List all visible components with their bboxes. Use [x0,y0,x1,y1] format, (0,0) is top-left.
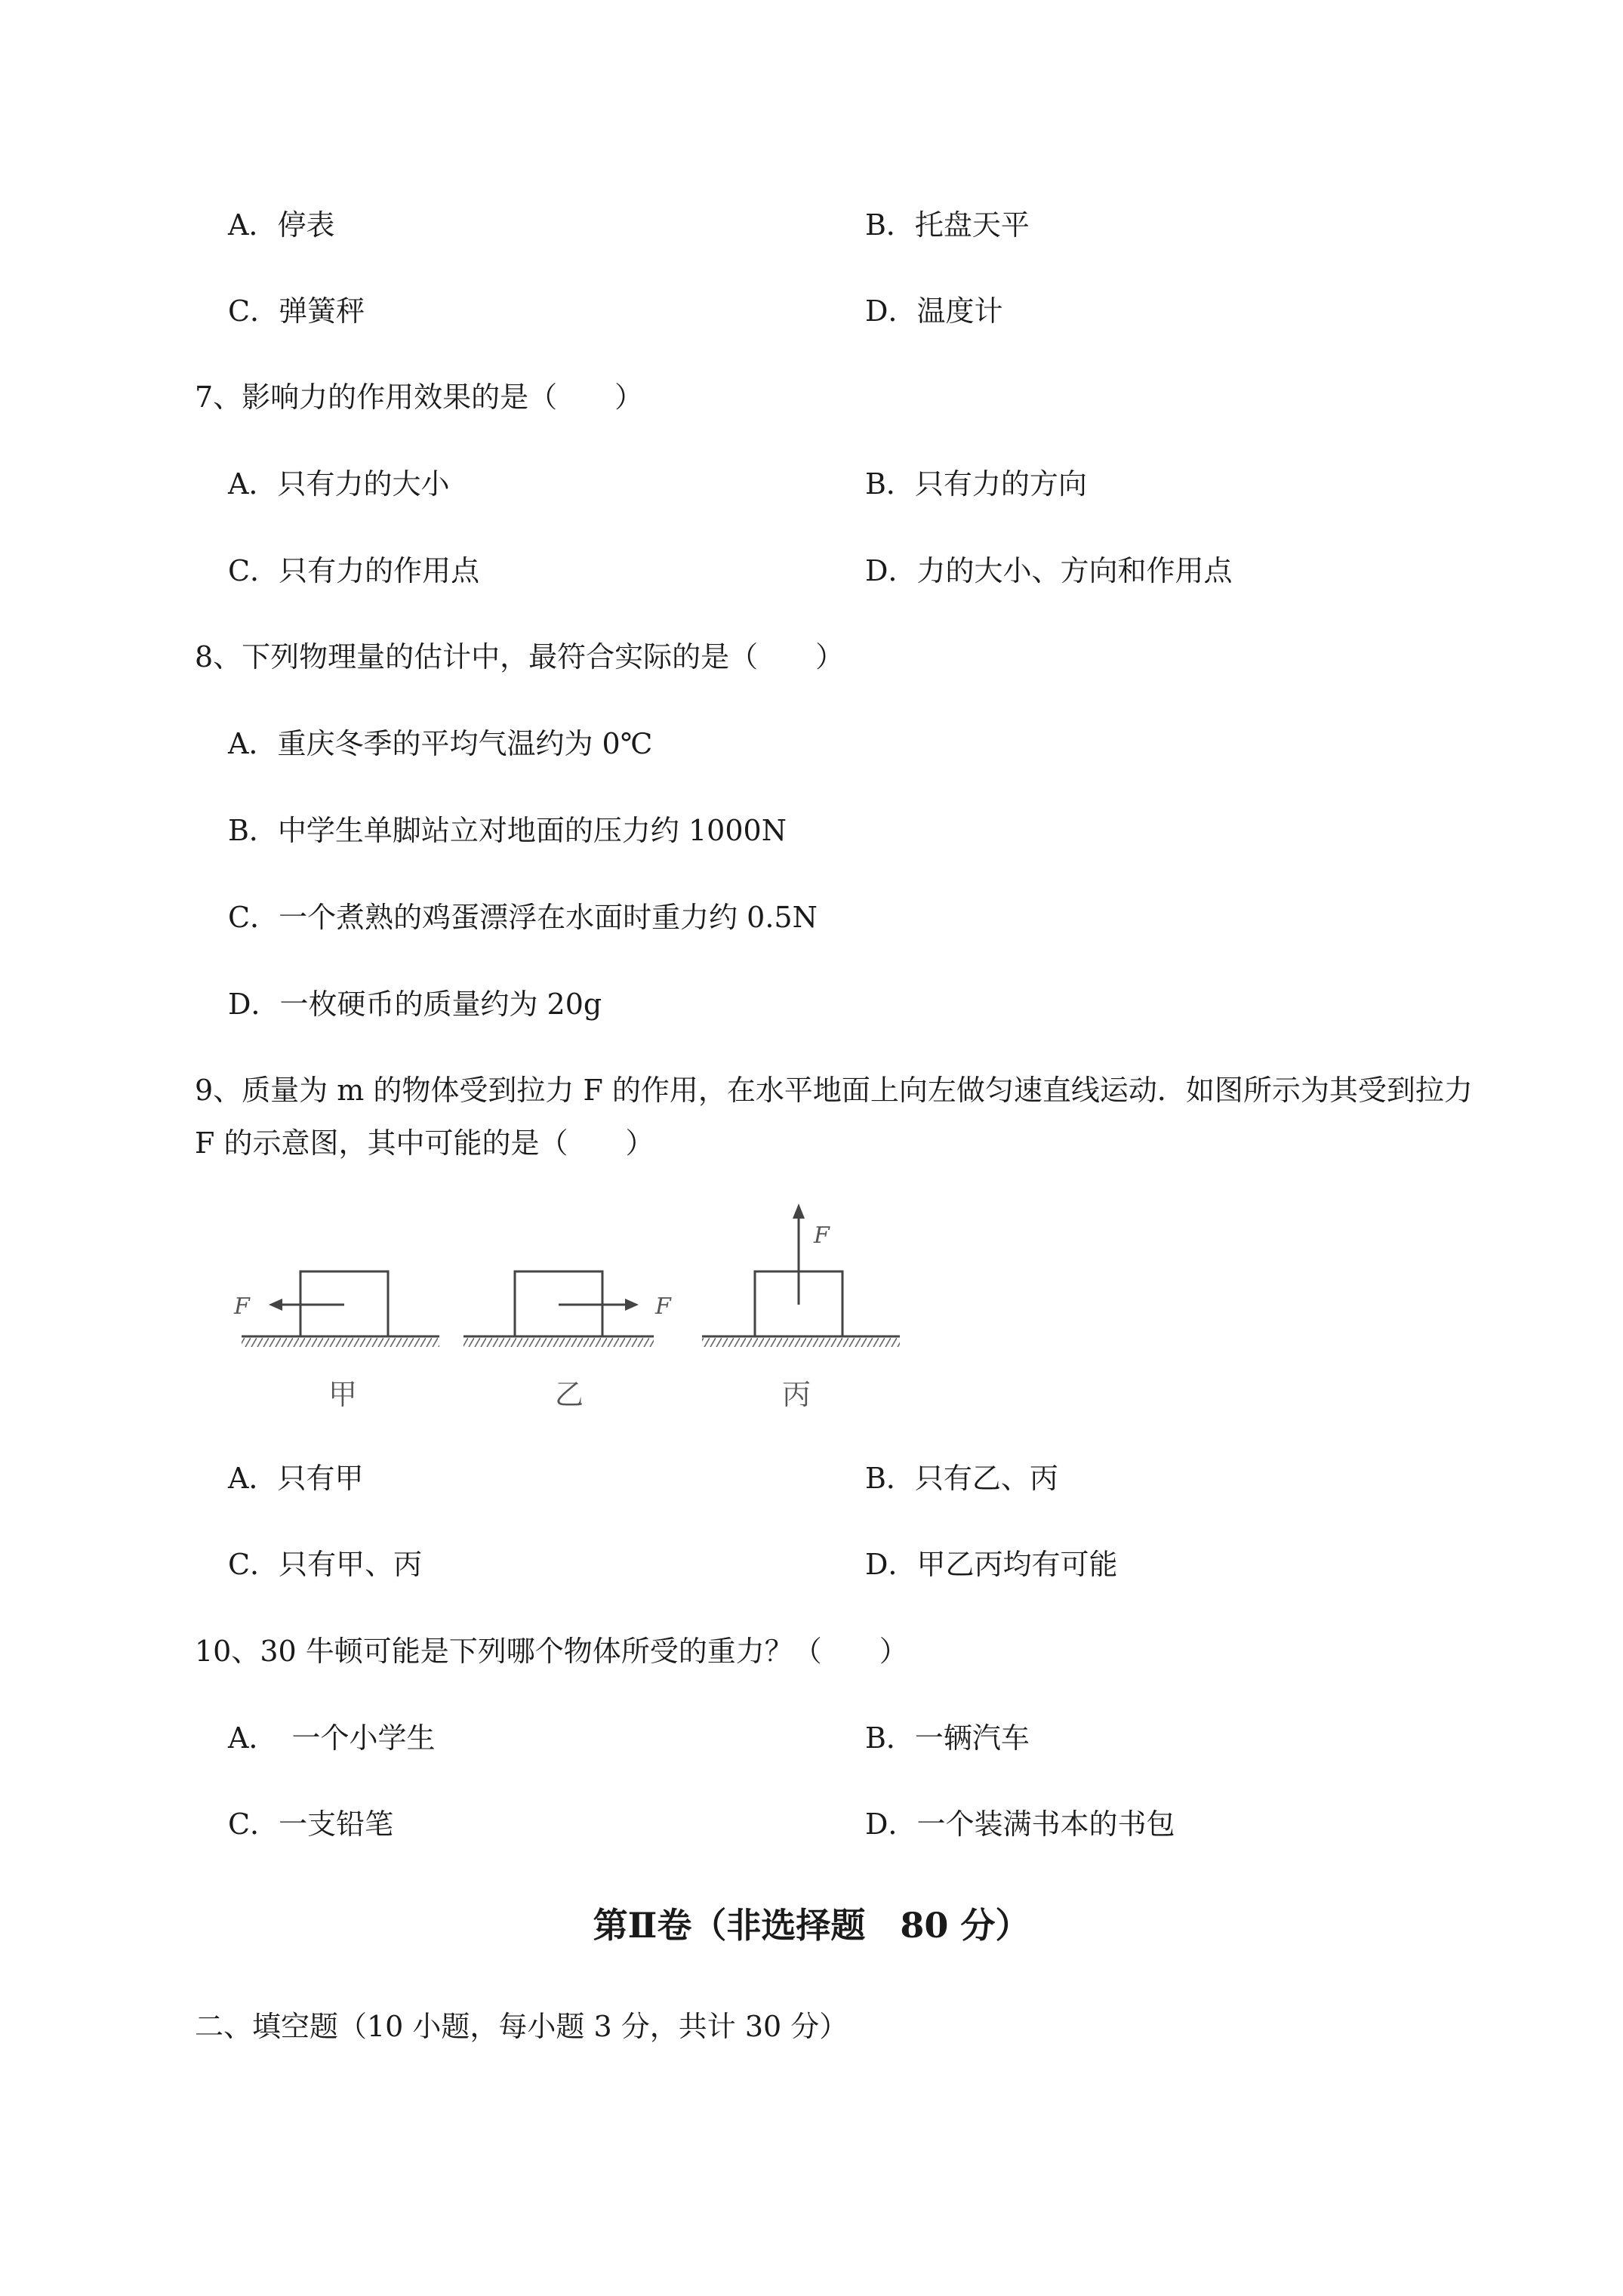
q10-option-b: B．一辆汽车 [865,1721,1030,1755]
force-label: F [814,1222,830,1249]
arrowhead [793,1203,805,1219]
q6-option-d: D．温度计 [865,294,1003,328]
q6-option-b: B．托盘天平 [865,208,1030,242]
q7-option-b: B．只有力的方向 [865,467,1087,501]
q9-option-d: D．甲乙丙均有可能 [865,1548,1118,1581]
q7-option-c: C．只有力的作用点 [228,554,480,587]
arrowhead [269,1299,282,1311]
q9-option-a: A．只有甲 [228,1462,364,1495]
section-subtitle: 二、填空题（10 小题，每小题 3 分，共计 30 分） [195,2010,848,2043]
q8-option-b: B．中学生单脚站立对地面的压力约 1000N [228,814,787,847]
q7-option-a: A．只有力的大小 [228,467,450,501]
q10-option-d: D．一个装满书本的书包 [865,1808,1175,1841]
q9-stem-line1: 9、质量为 m 的物体受到拉力 F 的作用，在水平地面上向左做匀速直线运动．如图所示为其受到拉力 [195,1074,1473,1107]
q10-option-a: A． 一个小学生 [228,1721,436,1755]
ground-hatch [463,1338,654,1347]
q8-option-c: C．一个煮熟的鸡蛋漂浮在水面时重力约 0.5N [228,901,818,934]
q7-option-d: D．力的大小、方向和作用点 [865,554,1233,587]
panel-label: 丙 [782,1378,812,1411]
ground-hatch [242,1338,439,1347]
panel-bing [702,1203,900,1411]
q7-stem: 7、影响力的作用效果的是（ ） [195,381,644,414]
q9-option-b: B．只有乙、丙 [865,1462,1058,1495]
ground-hatch [702,1338,900,1347]
q8-option-d: D．一枚硬币的质量约为 20g [228,988,602,1021]
q10-stem: 10、30 牛顿可能是下列哪个物体所受的重力？（ ） [195,1635,908,1668]
panel-jia [233,1271,439,1411]
panel-label: 甲 [328,1378,358,1411]
arrowhead [625,1299,639,1311]
panel-label: 乙 [555,1378,584,1411]
section-title: 第Ⅱ卷（非选择题 80 分） [593,1905,1030,1946]
q6-option-a: A．停表 [228,208,335,242]
q9-option-c: C．只有甲、丙 [228,1548,423,1581]
q10-option-c: C．一支铅笔 [228,1808,394,1841]
force-label: F [234,1293,250,1320]
force-label: F [655,1293,671,1320]
q9-stem-line2: F 的示意图，其中可能的是（ ） [195,1126,654,1160]
q8-option-a: A．重庆冬季的平均气温约为 0℃ [228,727,653,760]
panel-yi [463,1271,672,1411]
q6-option-c: C．弹簧秤 [228,294,365,328]
q9-force-diagram [226,1200,921,1419]
q8-stem: 8、下列物理量的估计中，最符合实际的是（ ） [195,640,845,673]
